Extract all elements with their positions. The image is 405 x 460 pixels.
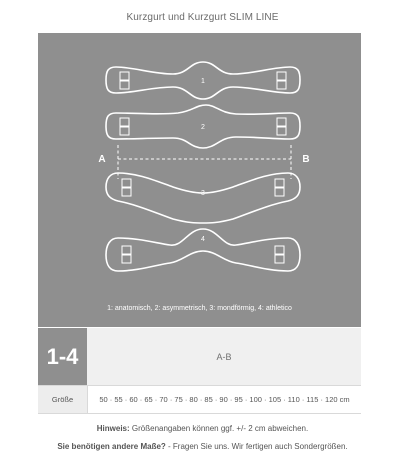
point-b-label: B — [302, 154, 310, 165]
girth-4-label: 4 — [201, 236, 205, 243]
point-a-label: A — [98, 154, 106, 165]
girth-3-label: 3 — [201, 190, 205, 197]
buckle-icon — [275, 179, 284, 187]
page-title: Kurzgurt und Kurzgurt SLIM LINE — [126, 12, 279, 23]
buckle-icon — [277, 72, 286, 80]
sizes-cell: 50 · 55 · 60 · 65 · 70 · 75 · 80 · 85 · 90 · 95 · 100 · 105 · 110 · 115 · 120 cm — [88, 386, 361, 413]
buckle-icon — [277, 118, 286, 126]
size-label-cell: Größe — [38, 386, 88, 413]
buckle-icon — [120, 127, 129, 135]
buckle-icon — [122, 188, 131, 196]
buckle-icon — [122, 246, 131, 254]
custom-size-note — [0, 442, 405, 451]
girth-2-label: 2 — [201, 124, 205, 131]
size-table-row-models — [38, 328, 361, 386]
girth-1-label: 1 — [201, 78, 205, 85]
buckle-icon — [277, 81, 286, 89]
diagram-caption: 1: anatomisch, 2: asymmetrisch, 3: mondförmig, 4: athletico — [107, 305, 292, 312]
girth-diagram-panel — [38, 33, 361, 327]
buckle-icon — [120, 72, 129, 80]
buckle-icon — [120, 81, 129, 89]
buckle-icon — [275, 255, 284, 263]
buckle-icon — [275, 188, 284, 196]
buckle-icon — [122, 179, 131, 187]
girth-3-outline — [106, 173, 300, 223]
size-table-row-sizes — [38, 386, 361, 414]
buckle-icon — [120, 118, 129, 126]
buckle-icon — [277, 127, 286, 135]
size-table — [38, 328, 361, 414]
buckle-icon — [275, 246, 284, 254]
hint-text: Größenangaben können ggf. +/- 2 cm abweichen. — [129, 424, 309, 433]
custom-size-text: - Fragen Sie uns. Wir fertigen auch Sondergrößen. — [165, 442, 348, 451]
measure-cell: A-B — [87, 328, 361, 385]
custom-size-label: Sie benötigen andere Maße? — [57, 442, 166, 451]
hint-note — [0, 424, 405, 433]
girth-diagram — [38, 33, 361, 327]
buckle-icon — [122, 255, 131, 263]
hint-label: Hinweis: — [96, 424, 130, 433]
models-cell: 1-4 — [38, 328, 87, 385]
